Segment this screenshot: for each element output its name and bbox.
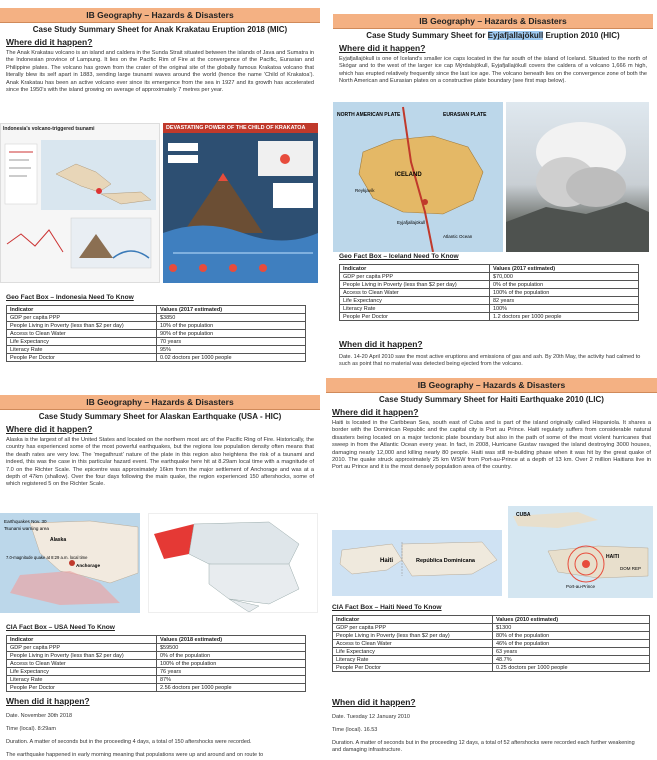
table-header-row <box>7 636 306 644</box>
map-label: CUBA <box>516 512 531 518</box>
alaska-subtitle: Case Study Summary Sheet for Alaskan Earthquake (USA - HIC) <box>38 412 282 421</box>
table-row <box>7 652 306 660</box>
map-label: Earthquakes Nov. 30 <box>4 519 47 524</box>
haiti-fact-title: CIA Fact Box – Haiti Need To Know <box>332 604 442 611</box>
table-cell: 100% of the population <box>490 289 639 297</box>
table-row <box>333 656 650 664</box>
table-row <box>7 644 306 652</box>
table-cell: 82 years <box>490 297 639 305</box>
table-cell: 63 years <box>493 648 650 656</box>
table-row <box>7 322 306 330</box>
table-cell: Access to Clean Water <box>7 330 157 338</box>
table-cell: 80% of the population <box>493 632 650 640</box>
table-cell: People Per Doctor <box>333 664 493 672</box>
table-cell: People Per Doctor <box>340 313 490 321</box>
ash-cloud-graphic <box>506 102 649 252</box>
map-label: Haiti <box>380 558 394 564</box>
table-cell: 10% of the population <box>157 322 306 330</box>
alaska-sheet <box>0 395 320 760</box>
table-header-row <box>333 616 650 624</box>
table-cell: GDP per capita PPP <box>340 273 490 281</box>
table-cell: 90% of the population <box>157 330 306 338</box>
map-label: EURASIAN PLATE <box>443 112 487 118</box>
table-cell: Literacy Rate <box>7 676 157 684</box>
table-cell: 70 years <box>157 338 306 346</box>
table-cell: Life Expectancy <box>340 297 490 305</box>
table-row <box>333 664 650 672</box>
table-cell: 95% <box>157 346 306 354</box>
table-row <box>333 648 650 656</box>
table-cell: People Living in Poverty (less than $2 per day) <box>333 632 493 640</box>
map-label: ICELAND <box>395 172 422 178</box>
krakatau-sheet <box>0 8 320 373</box>
table-row <box>7 346 306 354</box>
table-cell: 0.25 doctors per 1000 people <box>493 664 650 672</box>
iceland-plate-map <box>333 102 503 252</box>
table-cell: 87% <box>157 676 306 684</box>
infographic-title: Indonesia's volcano-triggered tsunami <box>3 126 95 132</box>
map-label: Atlantic Ocean <box>443 234 473 239</box>
table-cell: 0.02 doctors per 1000 people <box>157 354 306 362</box>
krakatau-fact-table <box>6 305 306 362</box>
krakatoa-infographic <box>163 123 318 283</box>
table-row <box>340 313 639 321</box>
table-cell: 0% of the population <box>490 281 639 289</box>
table-cell: People Living in Poverty (less than $2 per day) <box>7 322 157 330</box>
table-row <box>333 640 650 648</box>
table-cell: Life Expectancy <box>7 668 157 676</box>
alaska-fact-table <box>6 635 306 692</box>
table-row <box>7 354 306 362</box>
table-cell: 0% of the population <box>157 652 306 660</box>
table-cell: GDP per capita PPP <box>333 624 493 632</box>
table-cell: 46% of the population <box>493 640 650 648</box>
table-cell: $59500 <box>157 644 306 652</box>
haiti-when-date: Date. Tuesday 12 January 2010 <box>332 714 410 720</box>
table-cell: 1.2 doctors per 1000 people <box>490 313 639 321</box>
table-header-row <box>340 265 639 273</box>
table-row <box>340 297 639 305</box>
table-row <box>7 684 306 692</box>
iceland-where-heading: Where did it happen? <box>339 43 426 53</box>
table-row <box>340 273 639 281</box>
table-row <box>333 632 650 640</box>
table-row <box>340 289 639 297</box>
krakatau-banner: IB Geography – Hazards & Disasters <box>0 8 320 23</box>
table-cell: 2.56 doctors per 1000 people <box>157 684 306 692</box>
alaska-banner: IB Geography – Hazards & Disasters <box>0 395 320 410</box>
alaska-when-date: Date. November 30th 2018 <box>6 713 73 719</box>
iceland-when-text: Date. 14-20 April 2010 saw the most active eruptions and emissions of gas and ash. By 20th May, the activity had calmed to such as point that no material was detected being ejected from the volcano. <box>339 354 641 367</box>
table-cell: Literacy Rate <box>340 305 490 313</box>
map-label: 7.0-magnitude quake at 8:29 a.m. local time <box>6 555 88 560</box>
haiti-quake-graphic <box>508 506 653 598</box>
alaska-map-graphic <box>0 513 140 613</box>
map-label: Eyjafjallajökull <box>397 220 426 225</box>
table-cell: 76 years <box>157 668 306 676</box>
haiti-map-graphic <box>332 530 502 596</box>
table-cell: 100% <box>490 305 639 313</box>
alaska-when-more: The earthquake happened in early morning meaning that populations were up and around and on route to <box>6 752 264 758</box>
krakatau-where-text: The Anak Krakatau volcano is an island and caldera in the Sunda Strait situated between the islands of Java and Sumatra in the Indonesian province of Lampung. It lies on the Pacific Rim of Fire at the convergence of the Pacific, Eurasian and Philippine plates. The volcano has grown from the crater of the original site of the globally famous Krakatoa volcano that literally blew its self apart in 1883, sending large tsunami waves around the world (hence the name 'Child of Krakatoa'). Anak Krakatau has been an active volcano ever since its emergence from the sea in 1927 and its growth has accelerated since the 1950's with the island growing on average of approximately 7 metres per year. <box>6 50 314 94</box>
map-label: República Dominicana <box>416 558 475 564</box>
table-cell: $3850 <box>157 314 306 322</box>
table-cell: $70,000 <box>490 273 639 281</box>
haiti-quake-map <box>508 506 653 598</box>
iceland-subtitle-pre: Case Study Summary Sheet for <box>366 31 488 40</box>
iceland-where-text: Eyjafjallajökull is one of Iceland's smaller ice caps located in the far south of the island of Iceland. Situated to the north of Skógar and to the west of the larger ice cap Mýrdalsjökull, Eyjafjallajökull covers the caldera of a volcano 1,666 m high, which has erupted relatively frequently since the last ice age. The volcano beneath lies on the convergence zone of both the North American and Eurasian plates on a constructive plate boundary (see first map below). <box>339 56 647 85</box>
alaska-when-duration: Duration. A matter of seconds but in the proceeding 4 days, a total of 150 aftershocks were recorded. <box>6 739 252 745</box>
iceland-fact-title: Geo Fact Box – Iceland Need To Know <box>339 253 459 260</box>
iceland-banner: IB Geography – Hazards & Disasters <box>333 14 653 29</box>
table-header: Indicator <box>333 616 493 624</box>
table-cell: People Per Doctor <box>7 684 157 692</box>
iceland-fact-table <box>339 264 639 321</box>
table-row <box>7 314 306 322</box>
iceland-subtitle-highlight: Eyjafjallajökull <box>487 31 544 40</box>
table-cell: People Living in Poverty (less than $2 per day) <box>340 281 490 289</box>
krakatau-subtitle: Case Study Summary Sheet for Anak Krakatau Eruption 2018 (MIC) <box>32 25 288 34</box>
table-row <box>7 676 306 684</box>
alaska-earthquake-map <box>0 513 140 613</box>
table-row <box>7 660 306 668</box>
table-header: Values (2017 estimated) <box>490 265 639 273</box>
table-header: Values (2010 estimated) <box>493 616 650 624</box>
map-label: Port-au-Prince <box>566 584 596 589</box>
table-cell: Access to Clean Water <box>333 640 493 648</box>
map-label: DOM REP <box>620 566 642 571</box>
map-label: Anchorage <box>76 563 100 568</box>
haiti-banner: IB Geography – Hazards & Disasters <box>326 378 657 393</box>
table-cell: People Per Doctor <box>7 354 157 362</box>
krakatau-where-heading: Where did it happen? <box>6 37 93 47</box>
iceland-map-graphic <box>333 102 503 252</box>
table-cell: Life Expectancy <box>7 338 157 346</box>
table-header: Indicator <box>7 636 157 644</box>
table-cell: Life Expectancy <box>333 648 493 656</box>
map-label: Reykjavík <box>355 188 375 193</box>
alaska-where-text: Alaska is the largest of all the United States and located on the northern most arc of the Pacific Ring of Fire. Historically, the country has experienced some of the most powerful earthquakes, but the regions low population density often means that the death rates are very low. The 'megathrust' nature of the plate in this region also heightens the risk of a tsunami and indeed, this was the case in this particular hazard event. The earthquake here hit at 8.29am local time with a magnitude of 7.0 on the Richter Scale. The epicentre was approximately 16km from the major settlement of Anchorage and was at a depth of 47km (shallow). Over the four days following the main quake, the region experienced 150 aftershocks, some of which registered 5 on the Richter Scale. <box>6 437 314 488</box>
haiti-when-time: Time (local). 16.53 <box>332 727 378 733</box>
haiti-where-text: Haiti is located in the Caribbean Sea, south east of Cuba and is part of the island originally called Hispaniola. It shares a border with the Dominican Republic and the capital city is Port au Prince. Haiti regularly suffers from considerable natural disasters being located on a major tectonic plate boundary but also in the path of some of the most violent hurricanes that sweep in from the Atlantic Ocean every year. In fact, in 2008, Hurricane Gustav ravaged the island destroying 3000 houses, damaging nearly 12,000 and killing nearly 80 people. Haiti was still re-building phase when it was hit by the great quake of 2010. The quake struck approximately 25 km WSW from Port-au-Prince at a depth of 13 km. Over 2 million Haitians live in Port au Prince and it is the most densely population area of the country. <box>332 420 651 471</box>
north-america-graphic <box>149 514 318 613</box>
table-header-row <box>7 306 306 314</box>
haiti-when-heading: When did it happen? <box>332 697 416 707</box>
alaska-when-heading: When did it happen? <box>6 696 90 706</box>
table-header: Indicator <box>340 265 490 273</box>
table-cell: Literacy Rate <box>333 656 493 664</box>
iceland-sheet <box>333 14 653 374</box>
table-cell: GDP per capita PPP <box>7 644 157 652</box>
alaska-where-heading: Where did it happen? <box>6 424 93 434</box>
indonesia-tsunami-infographic <box>0 123 160 283</box>
indonesia-map-graphic <box>1 134 160 283</box>
iceland-when-heading: When did it happen? <box>339 339 423 349</box>
table-header: Values (2018 estimated) <box>157 636 306 644</box>
haiti-subtitle: Case Study Summary Sheet for Haiti Earthquake 2010 (LIC) <box>379 395 604 404</box>
alaska-when-time: Time (local). 8:29am <box>6 726 56 732</box>
table-cell: 100% of the population <box>157 660 306 668</box>
haiti-road-map <box>332 530 502 596</box>
krakatoa-infographic-title: DEVASTATING POWER OF THE CHILD OF KRAKATOA <box>163 123 318 133</box>
table-header: Values (2017 estimated) <box>157 306 306 314</box>
table-row <box>7 330 306 338</box>
haiti-when-duration: Duration. A matter of seconds but in the proceeding 12 days, a total of 52 aftershocks were recorded each further weakening and damaging infrastructure. <box>332 740 635 753</box>
map-label: Tsunami warning area <box>4 526 49 531</box>
table-row <box>7 338 306 346</box>
haiti-sheet <box>326 378 657 760</box>
map-label: Alaska <box>50 537 67 543</box>
krakatau-fact-title: Geo Fact Box – Indonesia Need To Know <box>6 294 134 301</box>
table-cell: People Living in Poverty (less than $2 per day) <box>7 652 157 660</box>
table-cell: Access to Clean Water <box>7 660 157 668</box>
haiti-where-heading: Where did it happen? <box>332 407 419 417</box>
krakatoa-volcano-graphic <box>163 133 318 283</box>
map-label: HAITI <box>606 554 620 560</box>
table-row <box>7 668 306 676</box>
table-cell: Access to Clean Water <box>340 289 490 297</box>
iceland-subtitle <box>333 29 653 42</box>
table-cell: GDP per capita PPP <box>7 314 157 322</box>
ash-cloud-photo <box>506 102 649 252</box>
table-row <box>333 624 650 632</box>
table-cell: 48.7% <box>493 656 650 664</box>
alaska-fact-title: CIA Fact Box – USA Need To Know <box>6 624 115 631</box>
haiti-fact-table <box>332 615 650 672</box>
table-cell: Literacy Rate <box>7 346 157 354</box>
table-header: Indicator <box>7 306 157 314</box>
north-america-map <box>148 513 318 613</box>
table-row <box>340 305 639 313</box>
table-cell: $1300 <box>493 624 650 632</box>
iceland-subtitle-post: Eruption 2010 (HIC) <box>543 31 620 40</box>
table-row <box>340 281 639 289</box>
map-label: NORTH AMERICAN PLATE <box>337 112 401 118</box>
